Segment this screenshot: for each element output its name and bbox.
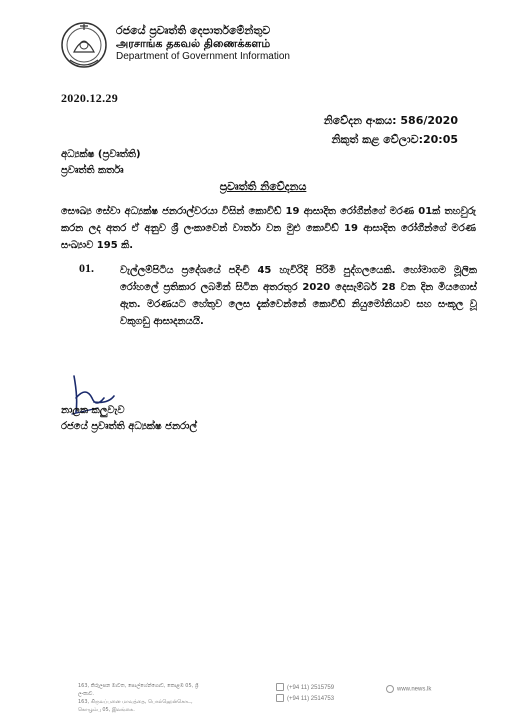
release-time: නිකුත් කළ වේලාව:20:05: [331, 133, 458, 146]
intro-paragraph: සෞඛ්‍ය සේවා අධ්‍යක්ෂ ජනරාල්වරයා විසින් කොවිඩ් 19 ආසාදිත රෝගීන්ගේ මරණ 01ක් තහවුරු කරන ලද අතර ඒ අනුව ශ්‍රී ලංකාවෙන් වාර්තා වන මුළු කොවිඩ් 19 ආසාදිත රෝගීන්ගේ මරණ සංඛ්‍යාව 195 කි.: [61, 206, 476, 251]
recipient-line-1: අධ්‍යක්ෂ (ප්‍රවෘත්ති): [61, 149, 141, 160]
footer-website[interactable]: [386, 685, 431, 693]
fax-icon: [276, 694, 284, 702]
footer-address-line-1: 163, කිරුලපන මාවත, පොල්හේන්ගොඩ, කොළඹ 05, ශ්‍රී ලංකාව.: [78, 683, 199, 697]
department-name-tamil: அரசாங்க தகவல் திணைக்களம்: [116, 37, 271, 50]
department-name-english: Department of Government Information: [116, 51, 290, 62]
document-title: ප්‍රවෘත්ති නිවේදනය: [219, 180, 307, 193]
recipient-line-2: ප්‍රවෘත්ති කර්තෘ: [61, 165, 124, 176]
document-date: 2020.12.29: [61, 91, 118, 105]
footer-phones: [276, 683, 334, 705]
item-number: 01.: [79, 261, 94, 275]
release-number: නිවේදන අංකය: 586/2020: [323, 114, 458, 127]
department-name-sinhala: රජයේ ප්‍රවෘත්ති දෙපාර්තමේන්තුව: [116, 24, 271, 37]
department-header: [116, 24, 290, 63]
footer-address: [78, 682, 203, 714]
item-paragraph: වැල්ලම්පිටිය ප්‍රදේශයේ පදිංචි 45 හැවිරිදි පිරිමි පුද්ගලයෙකි. හෝමාගම මූලික රෝහලේ ප්‍රතිකාර ලබමින් සිටින අතරතුර 2020 දෙසැම්බර් 28 වන දින මියගොස් ඇත. මරණයට හේතුව ලෙස දැක්වෙන්නේ කොවිඩ් නියුමෝනියාව සහ සංකූල වූ වකුගඩු ආසාදනයයි.: [120, 265, 477, 327]
signatory-title: රජයේ ප්‍රවෘත්ති අධ්‍යක්ෂ ජනරාල්: [61, 421, 198, 432]
signatory-name: නාලක කලුවැව: [61, 405, 125, 416]
footer-phone-1: (+94 11) 2515759: [287, 685, 335, 691]
globe-icon: [386, 685, 394, 693]
footer-phone-2: (+94 11) 2514753: [287, 696, 335, 702]
phone-icon: [276, 683, 284, 691]
footer: [0, 681, 526, 717]
footer-website-text: www.news.lk: [397, 686, 432, 693]
footer-address-line-2: 163, கிருலப்பனை மாவத்தை, பொல்ஹென்கொட, கொழும்பு 05, இலங்கை.: [78, 699, 193, 713]
sri-lanka-emblem-icon: [60, 18, 108, 72]
